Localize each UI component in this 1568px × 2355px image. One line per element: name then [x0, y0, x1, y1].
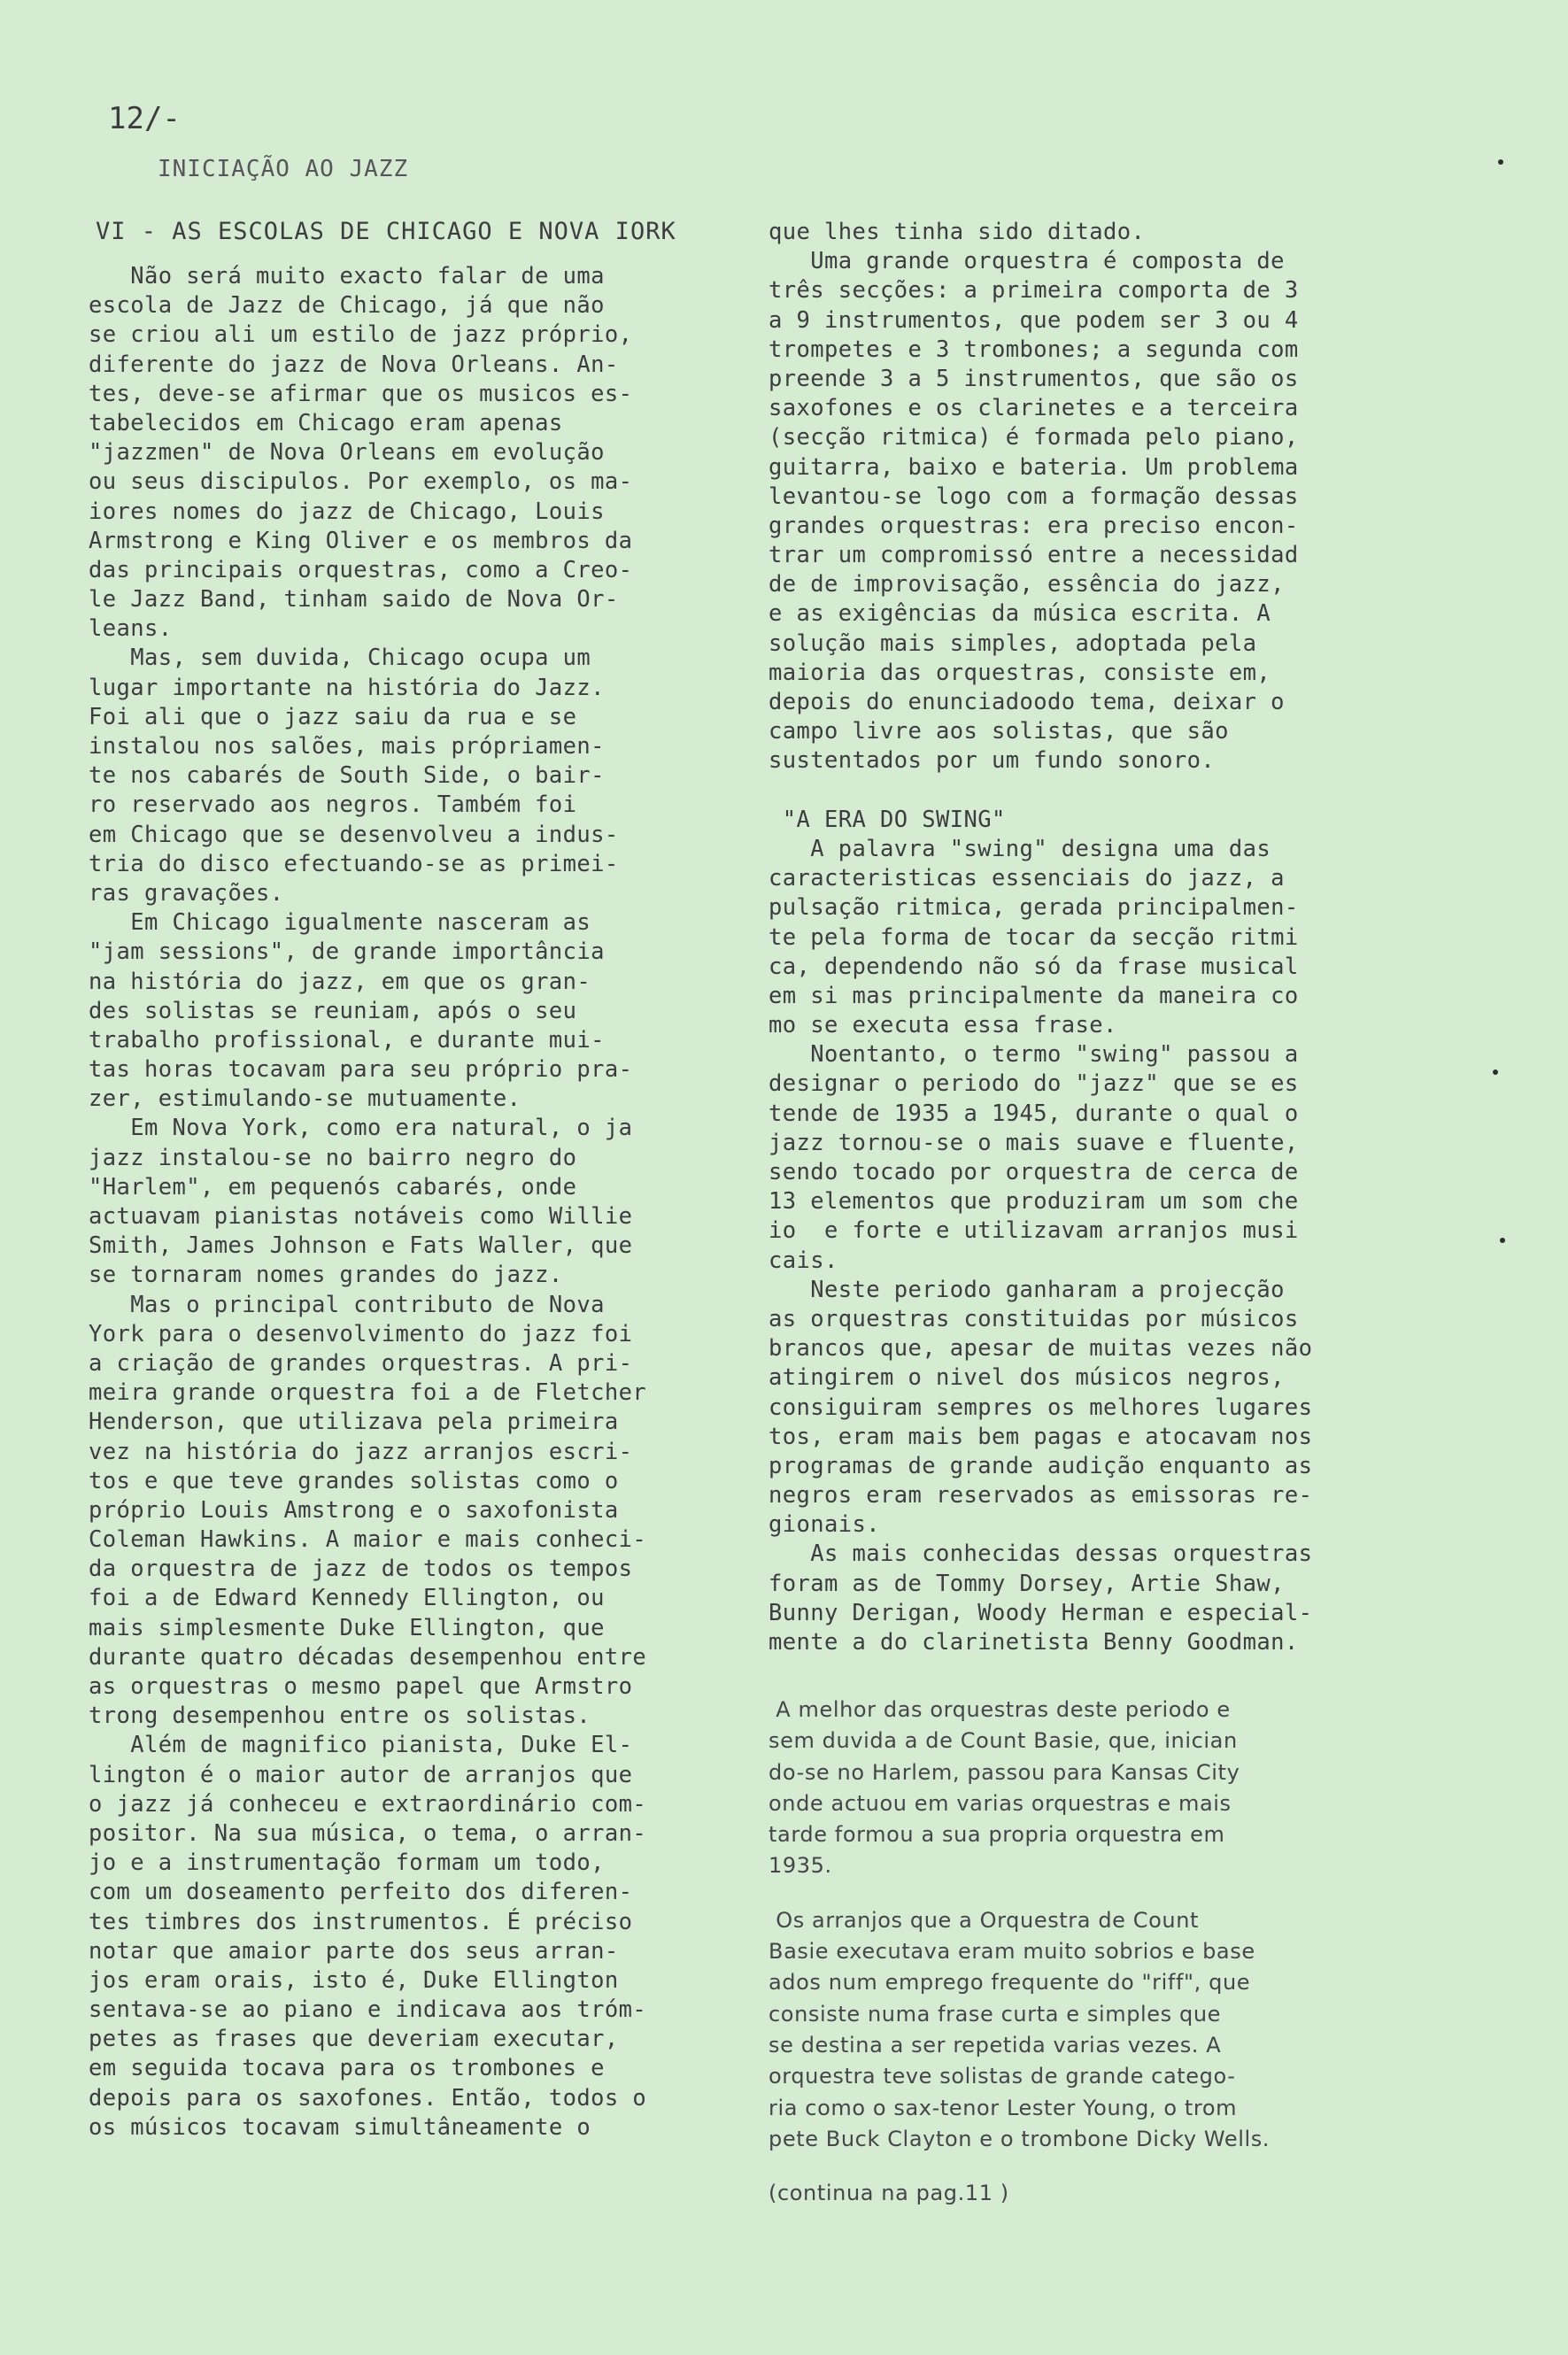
- text-line: foram as de Tommy Dorsey, Artie Shaw,: [769, 1570, 1285, 1597]
- text-line: Coleman Hawkins. A maior e mais conheci-: [89, 1526, 647, 1554]
- text-line: cais.: [769, 1247, 838, 1274]
- text-line: pulsação ritmica, gerada principalmen-: [769, 894, 1299, 922]
- text-line: caracteristicas essenciais do jazz, a: [769, 865, 1285, 892]
- text-line: Em Nova York, como era natural, o ja: [89, 1115, 633, 1142]
- text-line: actuavam pianistas notáveis como Willie: [89, 1203, 633, 1230]
- text-line: mo se executa essa frase.: [769, 1012, 1117, 1039]
- text-line: grandes orquestras: era preciso encon-: [769, 512, 1299, 539]
- text-line: solução mais simples, adoptada pela: [769, 629, 1257, 657]
- text-line: tos, eram mais bem pagas e atocavam nos: [769, 1423, 1313, 1450]
- text-line: (secção ritmica) é formada pelo piano,: [769, 424, 1299, 452]
- text-line: Smith, James Johnson e Fats Waller, que: [89, 1232, 633, 1260]
- text-line: Em Chicago igualmente nasceram as: [89, 909, 591, 937]
- text-line: em seguida tocava para os trombones e: [89, 2055, 605, 2082]
- margin-speck: [1500, 1238, 1505, 1243]
- text-line: Bunny Derigan, Woody Herman e especial-: [769, 1599, 1313, 1626]
- text-line: consiste numa frase curta e simples que: [769, 2001, 1222, 2027]
- margin-speck: [1498, 159, 1503, 165]
- text-line: sem duvida a de Count Basie, que, inician: [769, 1728, 1238, 1754]
- text-line: foi a de Edward Kennedy Ellington, ou: [89, 1585, 605, 1612]
- text-line: que lhes tinha sido ditado.: [769, 219, 1146, 245]
- text-line: te pela forma de tocar da secção ritmi: [769, 923, 1299, 951]
- text-line: tria do disco efectuando-se as primei-: [89, 850, 619, 877]
- text-line: Uma grande orquestra é composta de: [769, 248, 1285, 275]
- right-column: [769, 218, 1397, 1657]
- text-line: ados num emprego frequente do "riff", que: [769, 1970, 1251, 1996]
- text-line: Foi ali que o jazz saiu da rua e se: [89, 703, 577, 730]
- text-line: brancos que, apesar de muitas vezes não: [769, 1335, 1313, 1363]
- text-line: jazz tornou-se o mais suave e fluente,: [769, 1129, 1299, 1156]
- blank-line: [769, 776, 1397, 806]
- margin-speck: [1493, 1069, 1498, 1075]
- text-line: três secções: a primeira comporta de 3: [769, 277, 1299, 305]
- series-title: INICIAÇÃO AO JAZZ: [158, 156, 409, 182]
- text-line: mente a do clarinetista Benny Goodman.: [769, 1629, 1299, 1656]
- text-line: lington é o maior autor de arranjos que: [89, 1761, 633, 1788]
- text-line: ras gravações.: [89, 879, 284, 907]
- text-line: Além de magnifico pianista, Duke El-: [89, 1732, 633, 1759]
- text-line: tarde formou a sua propria orquestra em: [769, 1822, 1225, 1848]
- text-line: na história do jazz, em que os gran-: [89, 968, 591, 995]
- text-line: os músicos tocavam simultâneamente o: [89, 2113, 591, 2141]
- text-line: vez na história do jazz arranjos escri-: [89, 1438, 633, 1465]
- text-line: jos eram orais, isto é, Duke Ellington: [89, 1966, 619, 1994]
- text-line: sustentados por um fundo sonoro.: [769, 747, 1216, 775]
- text-line: saxofones e os clarinetes e a terceira: [769, 395, 1299, 422]
- text-line: meira grande orquestra foi a de Fletcher: [89, 1379, 647, 1407]
- text-line: preende 3 a 5 instrumentos, que são os: [769, 365, 1299, 392]
- text-line: programas de grande audição enquanto as: [769, 1452, 1313, 1479]
- text-line: o jazz já conheceu e extraordinário com-: [89, 1790, 647, 1818]
- text-line: se destina a ser repetida varias vezes. A: [769, 2032, 1222, 2058]
- blank-line: [769, 1882, 1270, 1905]
- text-line: em Chicago que se desenvolveu a indus-: [89, 821, 619, 848]
- text-line: tes timbres dos instrumentos. É préciso: [89, 1908, 633, 1935]
- text-line: positor. Na sua música, o tema, o arran-: [89, 1819, 647, 1847]
- text-line: depois do enunciadoodo tema, deixar o: [769, 689, 1285, 715]
- text-line: atingirem o nivel dos músicos negros,: [769, 1364, 1285, 1392]
- page-number: 12/-: [108, 101, 181, 136]
- text-line: As mais conhecidas dessas orquestras: [769, 1540, 1313, 1568]
- text-line: jazz instalou-se no bairro negro do: [89, 1144, 577, 1171]
- text-line: tas horas tocavam para seu próprio pra-: [89, 1056, 633, 1084]
- text-line: Neste periodo ganharam a projecção: [769, 1276, 1285, 1303]
- text-line: "A ERA DO SWING": [769, 806, 1006, 833]
- text-line: designar o periodo do "jazz" que se es: [769, 1070, 1299, 1098]
- text-line: próprio Louis Amstrong e o saxofonista: [89, 1496, 619, 1524]
- text-line: Basie executava eram muito sobrios e base: [769, 1939, 1255, 1965]
- text-line: das principais orquestras, como a Creo-: [89, 556, 633, 583]
- text-line: as orquestras o mesmo papel que Armstro: [89, 1673, 633, 1700]
- left-column: [89, 262, 744, 2143]
- text-line: (continua na pag.11 ): [769, 2181, 1009, 2206]
- text-line: Mas o principal contributo de Nova: [89, 1291, 605, 1318]
- text-line: escola de Jazz de Chicago, já que não: [89, 292, 605, 320]
- text-line: tos e que teve grandes solistas como o: [89, 1467, 619, 1494]
- text-line: as orquestras constituidas por músicos: [769, 1305, 1299, 1332]
- text-line: depois para os saxofones. Então, todos o: [89, 2084, 647, 2112]
- text-line: onde actuou em varias orquestras e mais: [769, 1790, 1232, 1816]
- text-line: te nos cabarés de South Side, o bair-: [89, 762, 605, 790]
- text-line: io e forte e utilizavam arranjos musi: [769, 1217, 1299, 1245]
- text-line: Armstrong e King Oliver e os membros da: [89, 527, 633, 554]
- text-line: ria como o sax-tenor Lester Young, o trom: [769, 2095, 1238, 2120]
- text-line: em si mas principalmente da maneira co: [769, 982, 1299, 1009]
- text-line: ca, dependendo não só da frase musical: [769, 953, 1299, 980]
- text-line: consiguiram sempres os melhores lugares: [769, 1394, 1313, 1421]
- text-line: maioria das orquestras, consiste em,: [769, 659, 1271, 686]
- right-column-typed-insert: [769, 1695, 1270, 2209]
- text-line: trabalho profissional, e durante mui-: [89, 1026, 605, 1054]
- text-line: do-se no Harlem, passou para Kansas City: [769, 1759, 1240, 1785]
- text-line: zer, estimulando-se mutuamente.: [89, 1085, 521, 1113]
- text-line: sentava-se ao piano e indicava aos tróm-: [89, 1996, 647, 2024]
- text-line: tabelecidos em Chicago eram apenas: [89, 409, 563, 436]
- text-line: a 9 instrumentos, que podem ser 3 ou 4: [769, 306, 1299, 334]
- text-line: A palavra "swing" designa uma das: [769, 835, 1271, 862]
- text-line: York para o desenvolvimento do jazz foi: [89, 1320, 633, 1347]
- text-line: durante quatro décadas desempenhou entre: [89, 1643, 647, 1671]
- text-line: petes as frases que deveriam executar,: [89, 2026, 619, 2053]
- text-line: des solistas se reuniam, após o seu: [89, 997, 577, 1024]
- text-line: Mas, sem duvida, Chicago ocupa um: [89, 645, 591, 672]
- text-line: iores nomes do jazz de Chicago, Louis: [89, 498, 605, 525]
- text-line: tes, deve-se afirmar que os musicos es-: [89, 380, 633, 407]
- text-line: gionais.: [769, 1511, 881, 1539]
- text-line: se criou ali um estilo de jazz próprio,: [89, 321, 633, 349]
- text-line: 13 elementos que produziram um som che: [769, 1188, 1299, 1216]
- text-line: campo livre aos solistas, que são: [769, 718, 1229, 745]
- text-line: instalou nos salões, mais própriamen-: [89, 733, 605, 760]
- text-line: notar que amaior parte dos seus arran-: [89, 1937, 619, 1965]
- text-line: Noentanto, o termo "swing" passou a: [769, 1041, 1299, 1069]
- text-line: e as exigências da música escrita. A: [769, 600, 1271, 628]
- text-line: trong desempenhou entre os solistas.: [89, 1703, 591, 1730]
- text-line: trar um compromissó entre a necessidad: [769, 542, 1299, 569]
- text-line: Não será muito exacto falar de uma: [89, 263, 605, 290]
- text-line: tende de 1935 a 1945, durante o qual o: [769, 1100, 1299, 1127]
- text-line: da orquestra de jazz de todos os tempos: [89, 1556, 633, 1583]
- blank-line: [769, 2155, 1270, 2178]
- section-title: VI - AS ESCOLAS DE CHICAGO E NOVA IORK: [96, 218, 676, 245]
- text-line: le Jazz Band, tinham saido de Nova Or-: [89, 586, 619, 614]
- text-line: "Harlem", em pequenós cabarés, onde: [89, 1173, 577, 1201]
- text-line: negros eram reservados as emissoras re-: [769, 1482, 1313, 1510]
- text-line: Os arranjos que a Orquestra de Count: [769, 1907, 1200, 1933]
- text-line: sendo tocado por orquestra de cerca de: [769, 1159, 1299, 1185]
- text-line: trompetes e 3 trombones; a segunda com: [769, 336, 1299, 363]
- text-line: leans.: [89, 615, 173, 643]
- text-line: lugar importante na história do Jazz.: [89, 674, 605, 701]
- text-line: "jam sessions", de grande importância: [89, 938, 605, 966]
- text-line: 1935.: [769, 1853, 832, 1879]
- text-line: jo e a instrumentação formam um todo,: [89, 1849, 605, 1877]
- text-line: levantou-se logo com a formação dessas: [769, 483, 1299, 510]
- text-line: Henderson, que utilizava pela primeira: [89, 1409, 619, 1436]
- text-line: mais simplesmente Duke Ellington, que: [89, 1614, 605, 1641]
- text-line: "jazzmen" de Nova Orleans em evolução: [89, 439, 605, 467]
- text-line: diferente do jazz de Nova Orleans. An-: [89, 351, 619, 378]
- text-line: pete Buck Clayton e o trombone Dicky Wells.: [769, 2126, 1271, 2151]
- text-line: se tornaram nomes grandes do jazz.: [89, 1262, 563, 1289]
- text-line: a criação de grandes orquestras. A pri-: [89, 1349, 633, 1377]
- text-line: orquestra teve solistas de grande catego-: [769, 2064, 1236, 2089]
- text-line: com um doseamento perfeito dos diferen-: [89, 1879, 633, 1906]
- text-line: ro reservado aos negros. Também foi: [89, 791, 577, 819]
- text-line: ou seus discipulos. Por exemplo, os ma-: [89, 468, 633, 496]
- text-line: A melhor das orquestras deste periodo e: [769, 1697, 1231, 1722]
- text-line: guitarra, baixo e bateria. Um problema: [769, 453, 1299, 481]
- text-line: de de improvisação, essência do jazz,: [769, 571, 1285, 598]
